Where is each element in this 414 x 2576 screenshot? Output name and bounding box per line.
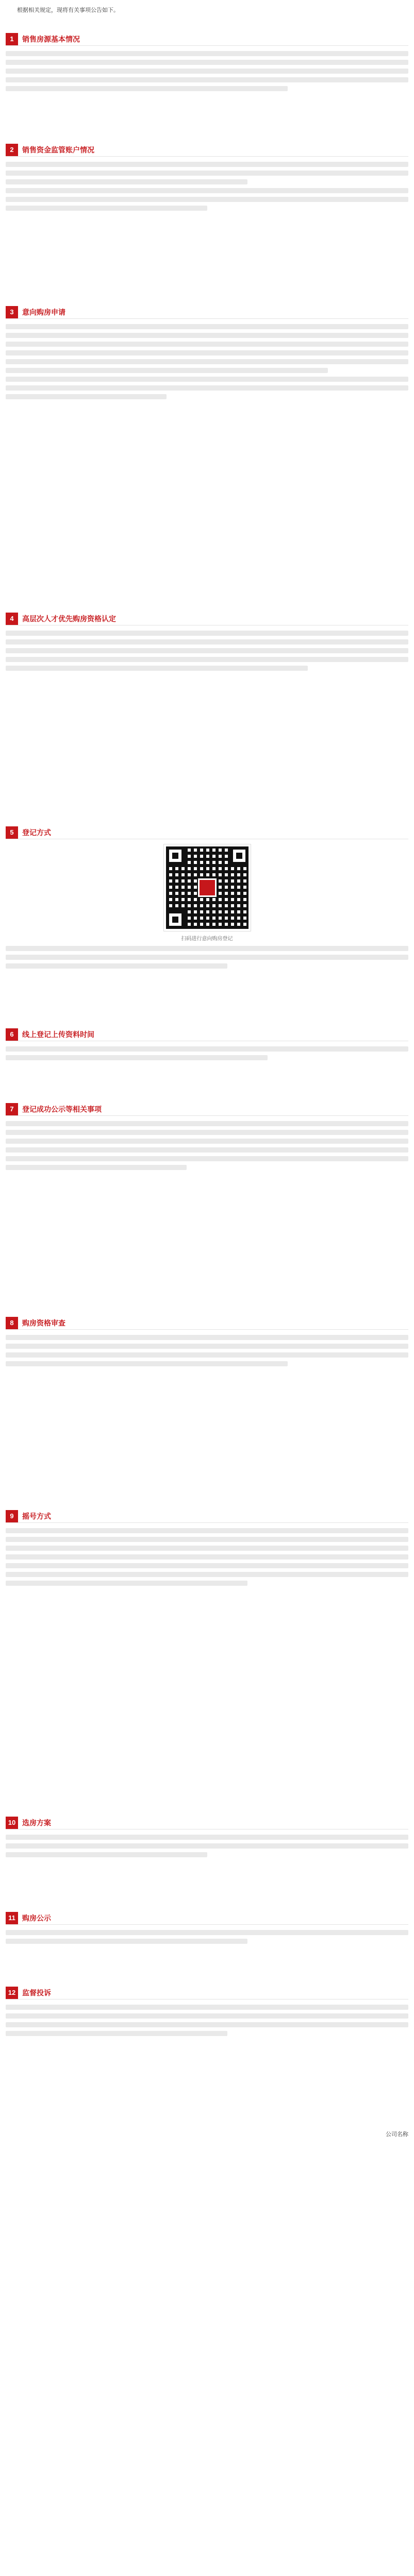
section-2: [6, 144, 408, 306]
section-number: 7: [6, 1103, 18, 1115]
section-number: 11: [6, 1912, 18, 1924]
section-number: 12: [6, 1987, 18, 1999]
section-number: 9: [6, 1510, 18, 1522]
section-4: [6, 613, 408, 826]
section-title: 意向购房申请: [22, 308, 65, 316]
section-header: [6, 1817, 408, 1829]
section-header: [6, 1103, 408, 1116]
registration-qr-code[interactable]: [164, 844, 251, 931]
intro-paragraph: 根据相关规定，现将有关事项公告如下。: [17, 7, 119, 13]
section-body: [6, 1046, 408, 1103]
section-body: [6, 946, 408, 1028]
section-header: [6, 1028, 408, 1041]
section-header: [6, 1317, 408, 1330]
publisher: 公司名称: [386, 2131, 408, 2138]
section-11: [6, 1912, 408, 1987]
section-3: [6, 306, 408, 613]
section-6: [6, 1028, 408, 1103]
section-number: 4: [6, 613, 18, 625]
section-body: [6, 1835, 408, 1912]
section-title: 登记成功公示等相关事项: [22, 1105, 102, 1113]
section-title: 高层次人才优先购房资格认定: [22, 615, 116, 623]
section-body: [6, 1335, 408, 1510]
section-header: [6, 1987, 408, 1999]
section-title: 销售资金监管账户情况: [22, 146, 94, 154]
section-title: 购房公示: [22, 1914, 51, 1922]
section-body: [6, 2005, 408, 2128]
section-8: [6, 1317, 408, 1510]
qr-caption: 扫码进行意向购房登记: [181, 936, 233, 942]
section-body: [6, 1528, 408, 1817]
section-number: 8: [6, 1317, 18, 1329]
section-header: [6, 144, 408, 157]
section-title: 线上登记上传资料时间: [22, 1030, 94, 1039]
section-number: 2: [6, 144, 18, 156]
section-title: 销售房源基本情况: [22, 35, 80, 43]
section-body: [6, 162, 408, 306]
article: [6, 6, 408, 2139]
section-header: [6, 613, 408, 625]
section-title: 选房方案: [22, 1819, 51, 1827]
section-header: [6, 33, 408, 46]
section-title: 监督投诉: [22, 1989, 51, 1997]
section-title: 摇号方式: [22, 1512, 51, 1520]
section-title: 登记方式: [22, 828, 51, 837]
section-5: [6, 826, 408, 1028]
section-header: [6, 1912, 408, 1925]
section-7: [6, 1103, 408, 1317]
section-header: [6, 1510, 408, 1523]
section-body: [6, 631, 408, 826]
section-12: [6, 1987, 408, 2128]
section-body: [6, 1930, 408, 1987]
qr-block: [6, 844, 408, 942]
section-number: 1: [6, 33, 18, 45]
section-header: [6, 826, 408, 839]
section-number: 3: [6, 306, 18, 318]
section-number: 5: [6, 826, 18, 839]
section-9: [6, 1510, 408, 1817]
section-body: [6, 324, 408, 613]
section-number: 6: [6, 1028, 18, 1041]
section-header: [6, 306, 408, 319]
section-body: [6, 1121, 408, 1317]
section-title: 购房资格审查: [22, 1319, 65, 1327]
section-body: [6, 51, 408, 144]
section-number: 10: [6, 1817, 18, 1829]
section-10: [6, 1817, 408, 1912]
section-1: [6, 33, 408, 144]
